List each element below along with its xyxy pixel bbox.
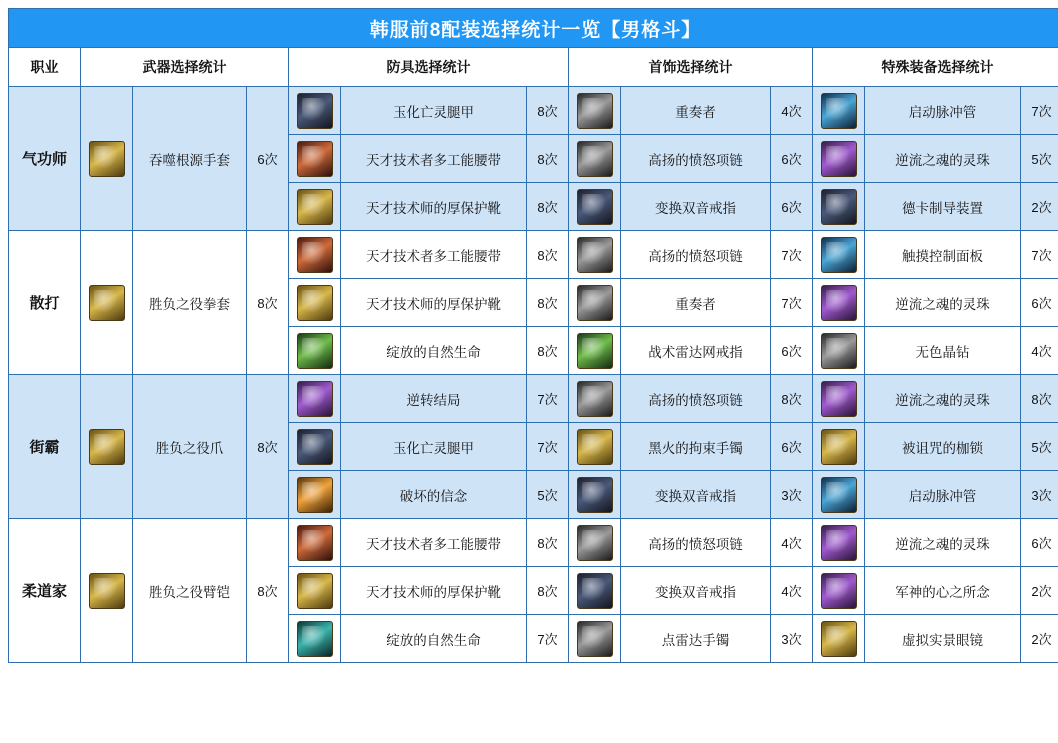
armor-icon xyxy=(289,327,341,375)
class-name: 散打 xyxy=(9,231,81,375)
special-name: 被诅咒的枷锁 xyxy=(865,423,1021,471)
armor-count: 7次 xyxy=(527,423,569,471)
armor-icon xyxy=(289,567,341,615)
armor-count: 8次 xyxy=(527,567,569,615)
table-row xyxy=(9,519,1058,567)
armor-count: 8次 xyxy=(527,519,569,567)
special-icon xyxy=(813,375,865,423)
accessory-name: 高扬的愤怒项链 xyxy=(621,135,771,183)
special-icon xyxy=(813,231,865,279)
accessory-name: 变换双音戒指 xyxy=(621,567,771,615)
header-special: 特殊装备选择统计 xyxy=(813,48,1058,87)
accessory-icon xyxy=(569,471,621,519)
armor-name: 绽放的自然生命 xyxy=(341,327,527,375)
armor-count: 8次 xyxy=(527,87,569,135)
special-name: 启动脉冲管 xyxy=(865,87,1021,135)
accessory-name: 黑火的拘束手镯 xyxy=(621,423,771,471)
accessory-icon xyxy=(569,423,621,471)
accessory-count: 8次 xyxy=(771,375,813,423)
weapon-name: 胜负之役拳套 xyxy=(133,231,247,375)
class-name: 街霸 xyxy=(9,375,81,519)
armor-icon xyxy=(289,135,341,183)
armor-name: 天才技术者多工能腰带 xyxy=(341,135,527,183)
armor-icon xyxy=(289,375,341,423)
accessory-count: 4次 xyxy=(771,567,813,615)
accessory-icon xyxy=(569,375,621,423)
special-name: 逆流之魂的灵珠 xyxy=(865,375,1021,423)
weapon-icon xyxy=(81,375,133,519)
armor-count: 8次 xyxy=(527,327,569,375)
accessory-name: 重奏者 xyxy=(621,279,771,327)
special-count: 7次 xyxy=(1021,231,1058,279)
accessory-name: 高扬的愤怒项链 xyxy=(621,375,771,423)
armor-name: 玉化亡灵腿甲 xyxy=(341,87,527,135)
special-icon xyxy=(813,87,865,135)
special-count: 8次 xyxy=(1021,375,1058,423)
header-accessory: 首饰选择统计 xyxy=(569,48,813,87)
accessory-icon xyxy=(569,327,621,375)
accessory-name: 重奏者 xyxy=(621,87,771,135)
special-count: 2次 xyxy=(1021,615,1058,663)
special-count: 6次 xyxy=(1021,279,1058,327)
header-job: 职业 xyxy=(9,48,81,87)
armor-count: 7次 xyxy=(527,615,569,663)
weapon-icon xyxy=(81,87,133,231)
special-count: 2次 xyxy=(1021,567,1058,615)
accessory-count: 7次 xyxy=(771,279,813,327)
accessory-name: 高扬的愤怒项链 xyxy=(621,231,771,279)
special-name: 虚拟实景眼镜 xyxy=(865,615,1021,663)
armor-name: 天才技术者多工能腰带 xyxy=(341,231,527,279)
armor-icon xyxy=(289,279,341,327)
armor-name: 天才技术师的厚保护靴 xyxy=(341,567,527,615)
special-icon xyxy=(813,567,865,615)
armor-icon xyxy=(289,519,341,567)
special-count: 6次 xyxy=(1021,519,1058,567)
page-title: 韩服前8配装选择统计一览【男格斗】 xyxy=(9,9,1058,48)
armor-icon xyxy=(289,423,341,471)
stats-table xyxy=(8,8,1058,663)
header-row xyxy=(9,48,1058,87)
weapon-count: 8次 xyxy=(247,231,289,375)
armor-count: 8次 xyxy=(527,183,569,231)
accessory-count: 6次 xyxy=(771,135,813,183)
accessory-count: 6次 xyxy=(771,327,813,375)
armor-name: 天才技术者多工能腰带 xyxy=(341,519,527,567)
table-row xyxy=(9,231,1058,279)
table-row xyxy=(9,87,1058,135)
armor-count: 7次 xyxy=(527,375,569,423)
armor-name: 破坏的信念 xyxy=(341,471,527,519)
accessory-icon xyxy=(569,615,621,663)
special-name: 逆流之魂的灵珠 xyxy=(865,519,1021,567)
accessory-name: 变换双音戒指 xyxy=(621,471,771,519)
armor-icon xyxy=(289,183,341,231)
accessory-count: 3次 xyxy=(771,615,813,663)
accessory-count: 7次 xyxy=(771,231,813,279)
weapon-icon xyxy=(81,519,133,663)
special-count: 3次 xyxy=(1021,471,1058,519)
weapon-count: 8次 xyxy=(247,519,289,663)
armor-count: 8次 xyxy=(527,279,569,327)
special-name: 军神的心之所念 xyxy=(865,567,1021,615)
special-icon xyxy=(813,279,865,327)
accessory-name: 变换双音戒指 xyxy=(621,183,771,231)
accessory-count: 6次 xyxy=(771,183,813,231)
class-name: 柔道家 xyxy=(9,519,81,663)
weapon-name: 胜负之役爪 xyxy=(133,375,247,519)
special-count: 2次 xyxy=(1021,183,1058,231)
armor-count: 8次 xyxy=(527,135,569,183)
accessory-icon xyxy=(569,279,621,327)
accessory-icon xyxy=(569,567,621,615)
table-row xyxy=(9,375,1058,423)
weapon-icon xyxy=(81,231,133,375)
accessory-name: 高扬的愤怒项链 xyxy=(621,519,771,567)
title-row xyxy=(9,9,1058,48)
accessory-icon xyxy=(569,183,621,231)
armor-icon xyxy=(289,615,341,663)
accessory-icon xyxy=(569,87,621,135)
weapon-count: 8次 xyxy=(247,375,289,519)
armor-count: 8次 xyxy=(527,231,569,279)
special-name: 启动脉冲管 xyxy=(865,471,1021,519)
armor-name: 天才技术师的厚保护靴 xyxy=(341,279,527,327)
armor-name: 绽放的自然生命 xyxy=(341,615,527,663)
accessory-count: 3次 xyxy=(771,471,813,519)
armor-count: 5次 xyxy=(527,471,569,519)
accessory-icon xyxy=(569,231,621,279)
accessory-count: 4次 xyxy=(771,87,813,135)
special-icon xyxy=(813,471,865,519)
armor-name: 逆转结局 xyxy=(341,375,527,423)
special-icon xyxy=(813,327,865,375)
special-icon xyxy=(813,519,865,567)
special-count: 5次 xyxy=(1021,135,1058,183)
special-count: 7次 xyxy=(1021,87,1058,135)
special-icon xyxy=(813,615,865,663)
header-armor: 防具选择统计 xyxy=(289,48,569,87)
special-icon xyxy=(813,423,865,471)
special-name: 无色晶钻 xyxy=(865,327,1021,375)
armor-name: 天才技术师的厚保护靴 xyxy=(341,183,527,231)
special-icon xyxy=(813,183,865,231)
accessory-icon xyxy=(569,135,621,183)
accessory-name: 点雷达手镯 xyxy=(621,615,771,663)
special-name: 德卡制导装置 xyxy=(865,183,1021,231)
weapon-name: 胜负之役臂铠 xyxy=(133,519,247,663)
header-weapon: 武器选择统计 xyxy=(81,48,289,87)
special-count: 5次 xyxy=(1021,423,1058,471)
weapon-count: 6次 xyxy=(247,87,289,231)
special-icon xyxy=(813,135,865,183)
special-name: 逆流之魂的灵珠 xyxy=(865,279,1021,327)
accessory-count: 4次 xyxy=(771,519,813,567)
special-name: 触摸控制面板 xyxy=(865,231,1021,279)
weapon-name: 吞噬根源手套 xyxy=(133,87,247,231)
armor-icon xyxy=(289,87,341,135)
accessory-icon xyxy=(569,519,621,567)
special-name: 逆流之魂的灵珠 xyxy=(865,135,1021,183)
accessory-name: 战术雷达网戒指 xyxy=(621,327,771,375)
special-count: 4次 xyxy=(1021,327,1058,375)
accessory-count: 6次 xyxy=(771,423,813,471)
armor-icon xyxy=(289,231,341,279)
class-name: 气功师 xyxy=(9,87,81,231)
armor-name: 玉化亡灵腿甲 xyxy=(341,423,527,471)
armor-icon xyxy=(289,471,341,519)
